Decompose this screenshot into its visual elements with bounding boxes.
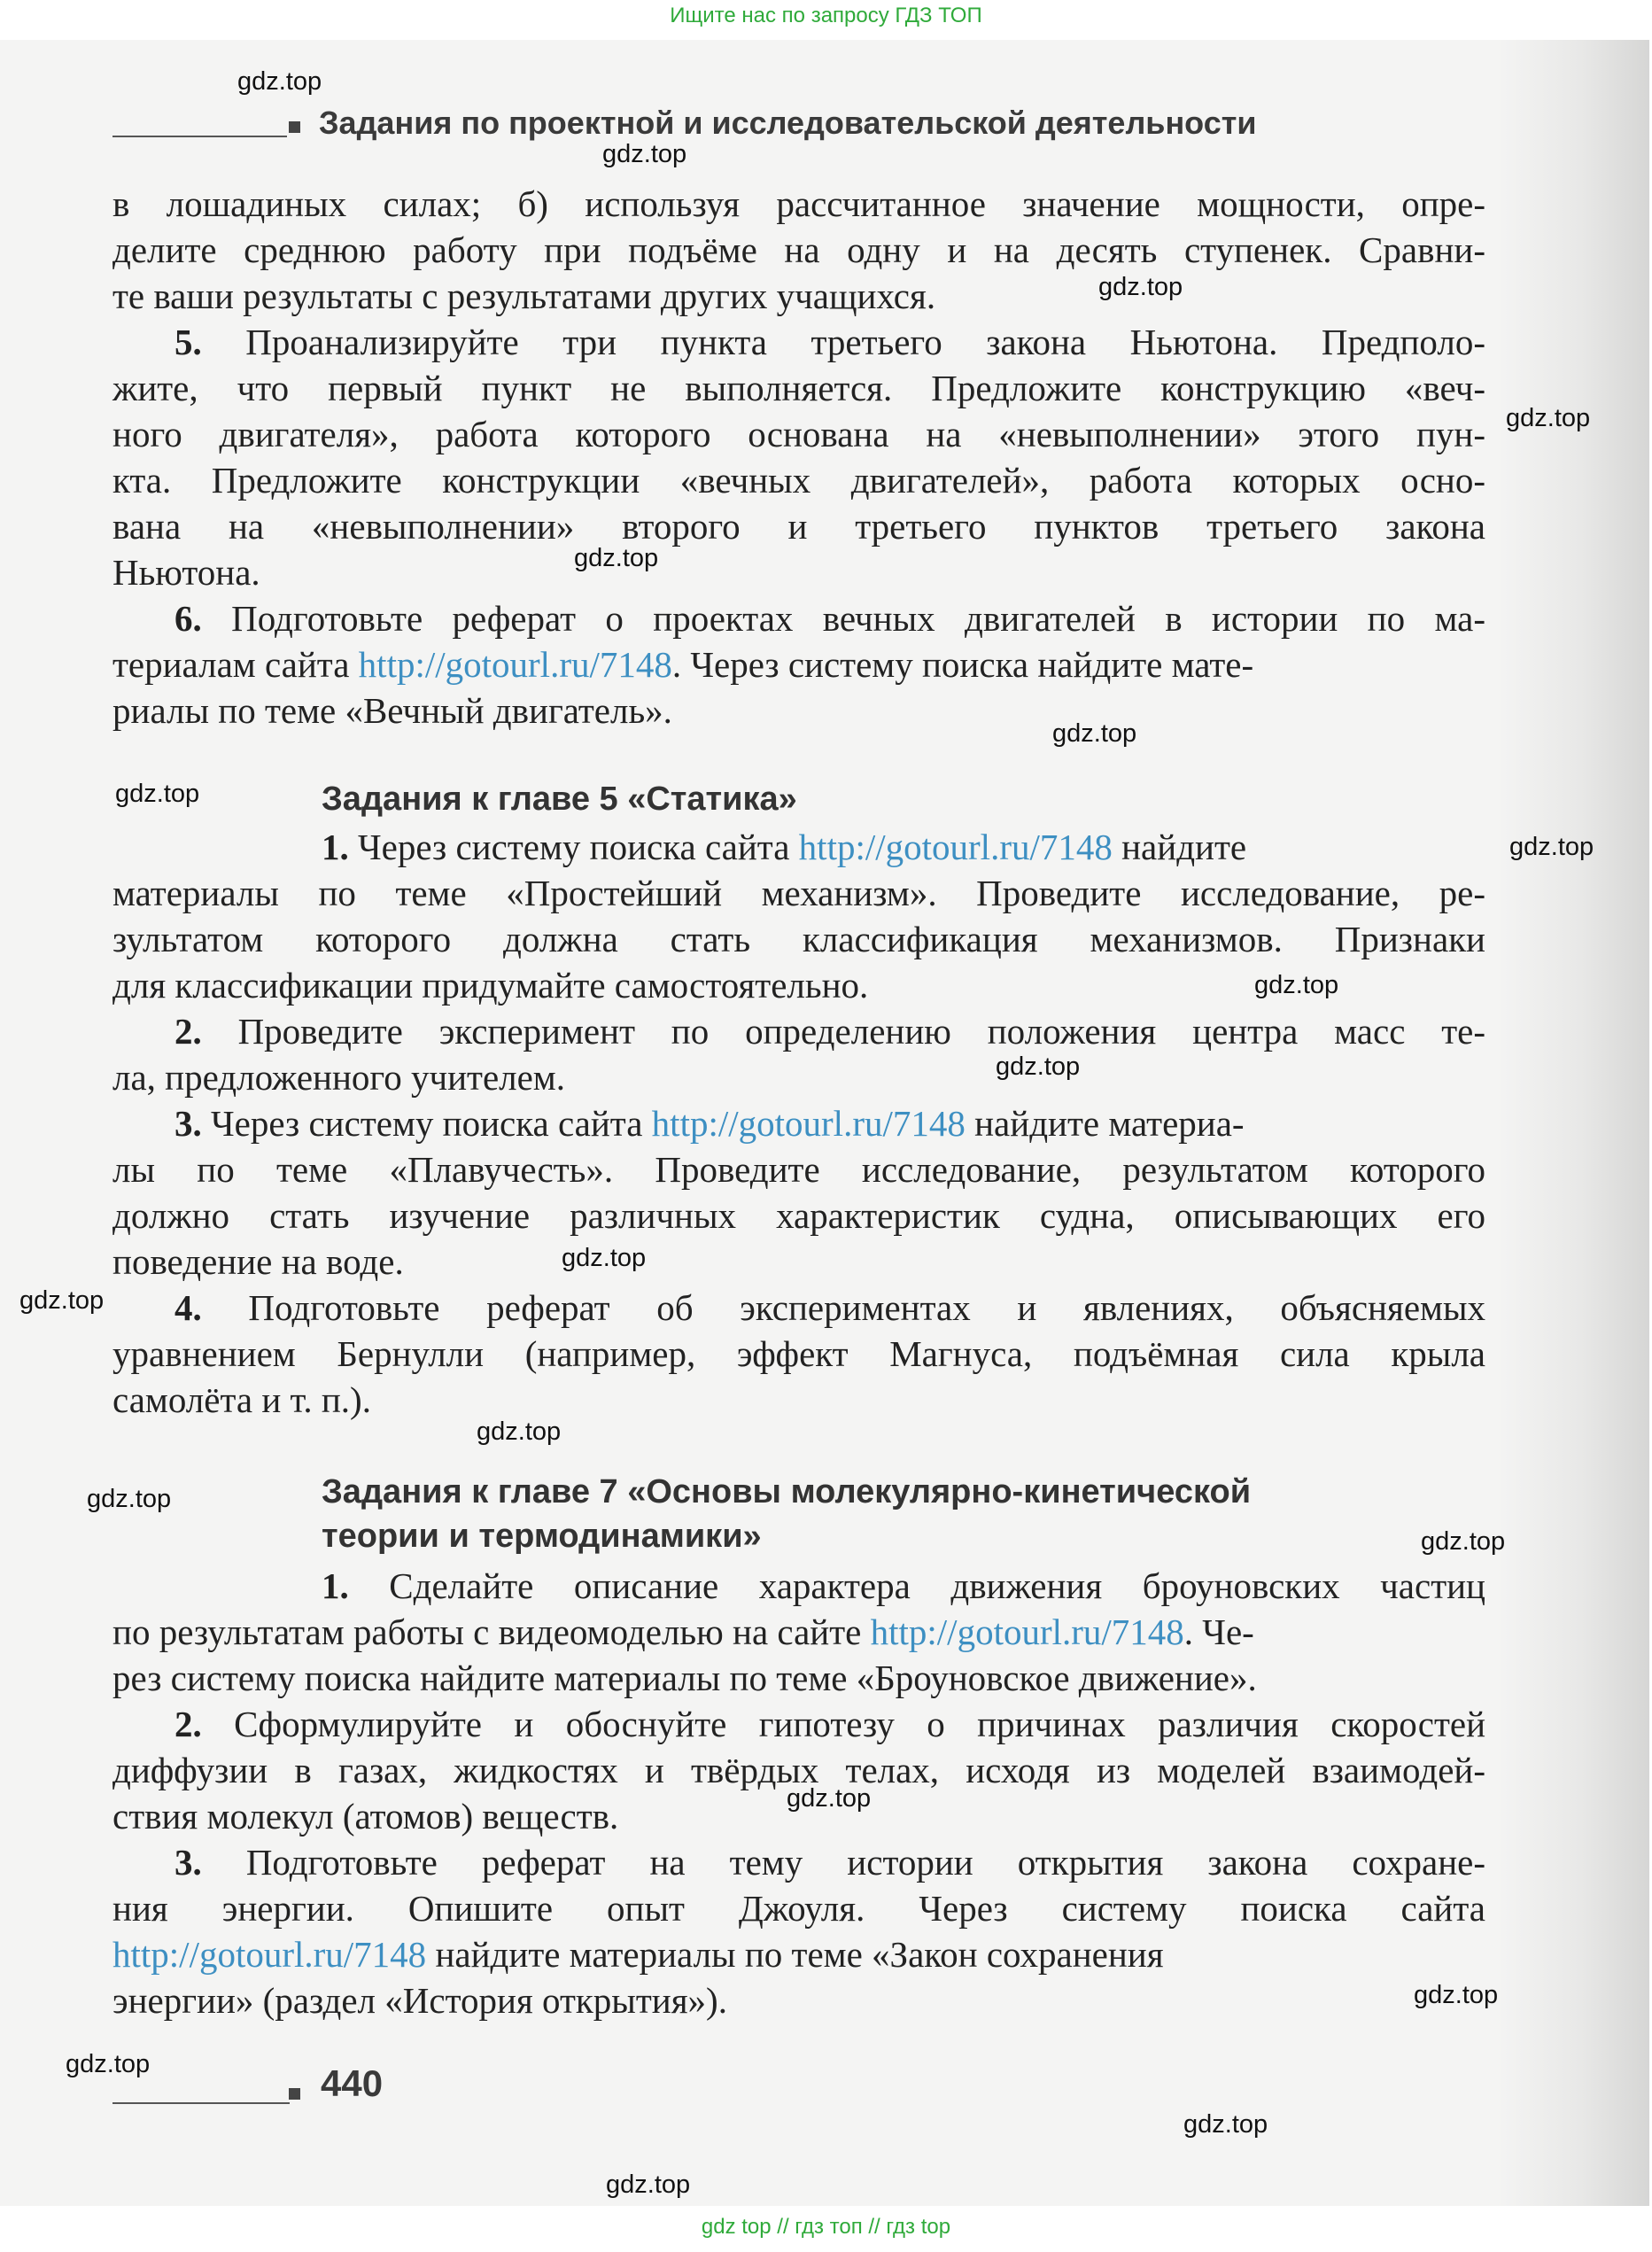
bottom-banner[interactable]: gdz top // гдз топ // гдз top — [701, 2215, 951, 2239]
text-line: рез систему поиска найдите материалы по теме «Броуновское движение». — [112, 1658, 1257, 1698]
text-line: уравнением Бернулли (например, эффект Магнуса, подъёмная сила крыла — [112, 1333, 1485, 1374]
watermark: gdz.top — [1506, 404, 1591, 432]
text-line: Ньютона. — [112, 552, 260, 593]
text-line: жите, что первый пункт не выполняется. Предложите конструкцию «веч- — [112, 368, 1485, 408]
text-line: те ваши результаты с результатами других учащихся. — [112, 276, 936, 316]
watermark: gdz.top — [237, 67, 322, 96]
text-line: должно стать изучение различных характеристик судна, описывающих его — [112, 1195, 1485, 1236]
watermark: gdz.top — [87, 1485, 172, 1513]
running-header: Задания по проектной и исследовательской деятельности — [319, 105, 1257, 141]
watermark: gdz.top — [66, 2050, 151, 2078]
task-6-line: 6. Подготовьте реферат о проектах вечных двигателей в истории по ма- — [175, 598, 1486, 639]
footer-bullet — [289, 2088, 300, 2100]
text-line: риалы по теме «Вечный двигатель». — [112, 690, 672, 731]
section-7-title-line-1: Задания к главе 7 «Основы молекулярно-кинетической — [322, 1473, 1252, 1510]
top-banner[interactable]: Ищите нас по запросу ГДЗ ТОП — [670, 4, 982, 27]
header-rule — [112, 136, 287, 137]
task-number: 4. — [175, 1287, 202, 1328]
gotourl-link[interactable]: http://gotourl.ru/7148 — [651, 1103, 966, 1144]
text-line: для классификации придумайте самостоятельно. — [112, 965, 869, 1006]
page-spine-shadow — [1497, 40, 1649, 2206]
watermark: gdz.top — [1421, 1527, 1506, 1556]
text-line: самолёта и т. п.). — [112, 1379, 371, 1420]
sec5-task-3-line: 3. Через систему поиска сайта http://gotourl.ru/7148 найдите материа- — [175, 1103, 1245, 1144]
sec5-task-1-line: 1. Через систему поиска сайта http://gotourl.ru/7148 найдите — [322, 827, 1247, 867]
text-line: ния энергии. Опишите опыт Джоуля. Через систему поиска сайта — [112, 1888, 1485, 1929]
task-number: 5. — [175, 322, 202, 362]
task-number: 1. — [322, 1565, 349, 1606]
watermark: gdz.top — [1509, 833, 1594, 861]
watermark: gdz.top — [1052, 719, 1137, 748]
section-7-title-line-2: теории и термодинамики» — [322, 1518, 762, 1555]
watermark: gdz.top — [606, 2170, 691, 2199]
watermark: gdz.top — [19, 1286, 105, 1315]
sec7-task-3-line: 3. Подготовьте реферат на тему истории открытия закона сохране- — [175, 1842, 1485, 1883]
sec7-task-2-line: 2. Сформулируйте и обоснуйте гипотезу о причинах различия скоростей — [175, 1704, 1486, 1744]
sec5-task-2-line: 2. Проведите эксперимент по определению положения центра масс те- — [175, 1011, 1485, 1052]
watermark: gdz.top — [1098, 273, 1183, 301]
text-line: поведение на воде. — [112, 1241, 404, 1282]
text-line-with-link: по результатам работы с видеомоделью на сайте http://gotourl.ru/7148. Че- — [112, 1611, 1254, 1652]
sec5-task-4-line: 4. Подготовьте реферат об экспериментах и явлениях, объясняемых — [175, 1287, 1486, 1328]
task-5-line: 5. Проанализируйте три пункта третьего закона Ньютона. Предполо- — [175, 322, 1486, 362]
text-line: делите среднюю работу при подъёме на одну и на десять ступенек. Сравни- — [112, 229, 1485, 270]
page-number: 440 — [321, 2062, 384, 2104]
watermark: gdz.top — [477, 1417, 562, 1446]
watermark: gdz.top — [602, 140, 687, 168]
watermark: gdz.top — [996, 1052, 1081, 1081]
watermark: gdz.top — [574, 544, 659, 572]
task-number: 1. — [322, 827, 349, 867]
text-line: вана на «невыполнении» второго и третьего пунктов третьего закона — [112, 506, 1485, 547]
text-line-with-link: териалам сайта http://gotourl.ru/7148. Через систему поиска найдите мате- — [112, 644, 1254, 685]
task-number: 6. — [175, 598, 202, 639]
text-line: ла, предложенного учителем. — [112, 1057, 565, 1098]
watermark: gdz.top — [1183, 2110, 1268, 2139]
text-line: материалы по теме «Простейший механизм». Проведите исследование, ре- — [112, 873, 1485, 913]
text-line: в лошадиных силах; б) используя рассчитанное значение мощности, опре- — [112, 183, 1485, 224]
header-bullet — [289, 121, 300, 133]
watermark: gdz.top — [787, 1784, 872, 1813]
text-line: зультатом которого должна стать классификация механизмов. Признаки — [112, 919, 1485, 959]
task-number: 3. — [175, 1103, 202, 1144]
text-line-with-link: http://gotourl.ru/7148 найдите материалы по теме «Закон сохранения — [112, 1934, 1164, 1975]
text-line: ствия молекул (атомов) веществ. — [112, 1796, 619, 1837]
task-number: 3. — [175, 1842, 202, 1883]
watermark: gdz.top — [1414, 1981, 1499, 2009]
task-number: 2. — [175, 1011, 202, 1052]
text-line: кта. Предложите конструкции «вечных двигателей», работа которых осно- — [112, 460, 1485, 501]
text-line: ного двигателя», работа которого основана на «невыполнении» этого пун- — [112, 414, 1485, 454]
text-line: диффузии в газах, жидкостях и твёрдых телах, исходя из моделей взаимодей- — [112, 1750, 1485, 1790]
gotourl-link[interactable]: http://gotourl.ru/7148 — [870, 1611, 1184, 1652]
gotourl-link[interactable]: http://gotourl.ru/7148 — [358, 644, 672, 685]
section-5-title: Задания к главе 5 «Статика» — [322, 780, 797, 818]
sec7-task-1-line: 1. Сделайте описание характера движения броуновских частиц — [322, 1565, 1485, 1606]
gotourl-link[interactable]: http://gotourl.ru/7148 — [798, 827, 1113, 867]
text-line: энергии» (раздел «История открытия»). — [112, 1980, 727, 2021]
watermark: gdz.top — [562, 1244, 647, 1272]
watermark: gdz.top — [115, 780, 200, 808]
text-line: лы по теме «Плавучесть». Проведите исследование, результатом которого — [112, 1149, 1485, 1190]
gotourl-link[interactable]: http://gotourl.ru/7148 — [112, 1934, 427, 1975]
task-number: 2. — [175, 1704, 202, 1744]
footer-rule — [112, 2102, 290, 2104]
watermark: gdz.top — [1254, 971, 1339, 999]
